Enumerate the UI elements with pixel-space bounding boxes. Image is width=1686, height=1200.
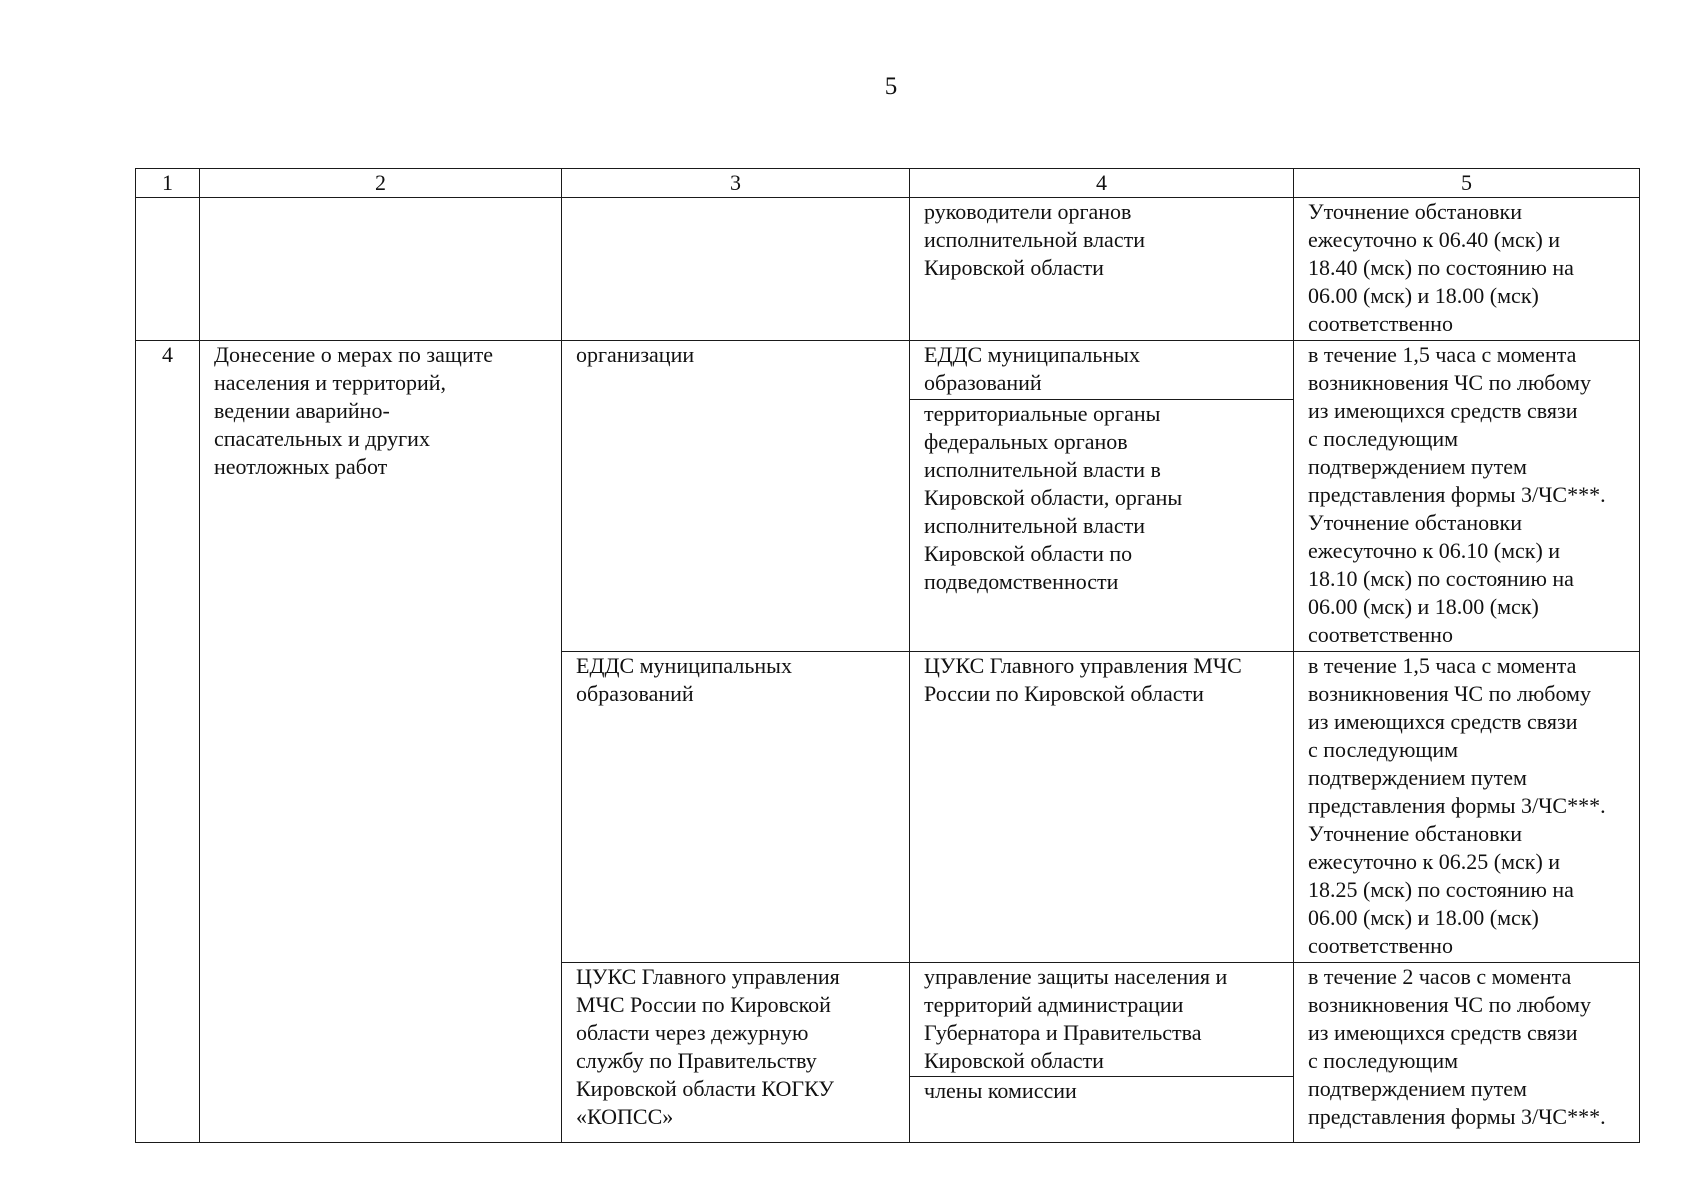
table-cell [200, 198, 562, 341]
column-header: 5 [1294, 169, 1640, 198]
table-row [136, 341, 1640, 400]
table-header-row [136, 169, 1640, 198]
item-number: 4 [136, 341, 200, 1143]
recipient-cell: ЕДДС муниципальных образований [910, 341, 1294, 400]
column-header: 3 [562, 169, 910, 198]
timing-cell: Уточнение обстановки ежесуточно к 06.40 (мск) и 18.40 (мск) по состоянию на 06.00 (мск) и 18.00 (мск) соответственно [1294, 198, 1640, 341]
timing-cell: в течение 2 часов с момента возникновения ЧС по любому из имеющихся средств связи с последующим подтверждением путем представления формы 3/ЧС***. [1294, 963, 1640, 1143]
sender-cell: организации [562, 341, 910, 652]
column-header: 4 [910, 169, 1294, 198]
table-cell [136, 198, 200, 341]
table-row [136, 198, 1640, 341]
recipient-cell: территориальные органы федеральных органов исполнительной власти в Кировской области, органы исполнительной власти Кировской области по подведомственности [910, 399, 1294, 651]
recipient-cell: управление защиты населения и территорий администрации Губернатора и Правительства Кировской области [910, 963, 1294, 1077]
column-header: 1 [136, 169, 200, 198]
timing-cell: в течение 1,5 часа с момента возникновения ЧС по любому из имеющихся средств связи с последующим подтверждением путем представления формы 3/ЧС***. Уточнение обстановки ежесуточно к 06.10 (мск) и 18.10 (мск) по состоянию на 06.00 (мск) и 18.00 (мск) соответственно [1294, 341, 1640, 652]
recipient-cell: руководители органов исполнительной власти Кировской области [910, 198, 1294, 341]
column-header: 2 [200, 169, 562, 198]
sender-cell: ЦУКС Главного управления МЧС России по Кировской области через дежурную службу по Правительству Кировской области КОГКУ «КОПСС» [562, 963, 910, 1143]
reporting-table [135, 168, 1640, 1143]
recipient-cell: ЦУКС Главного управления МЧС России по Кировской области [910, 652, 1294, 963]
report-title: Донесение о мерах по защите населения и территорий, ведении аварийно- спасательных и других неотложных работ [200, 341, 562, 1143]
timing-cell: в течение 1,5 часа с момента возникновения ЧС по любому из имеющихся средств связи с последующим подтверждением путем представления формы 3/ЧС***. Уточнение обстановки ежесуточно к 06.25 (мск) и 18.25 (мск) по состоянию на 06.00 (мск) и 18.00 (мск) соответственно [1294, 652, 1640, 963]
recipient-cell: члены комиссии [910, 1077, 1294, 1143]
sender-cell: ЕДДС муниципальных образований [562, 652, 910, 963]
page-number: 5 [884, 73, 898, 100]
table-cell [562, 198, 910, 341]
